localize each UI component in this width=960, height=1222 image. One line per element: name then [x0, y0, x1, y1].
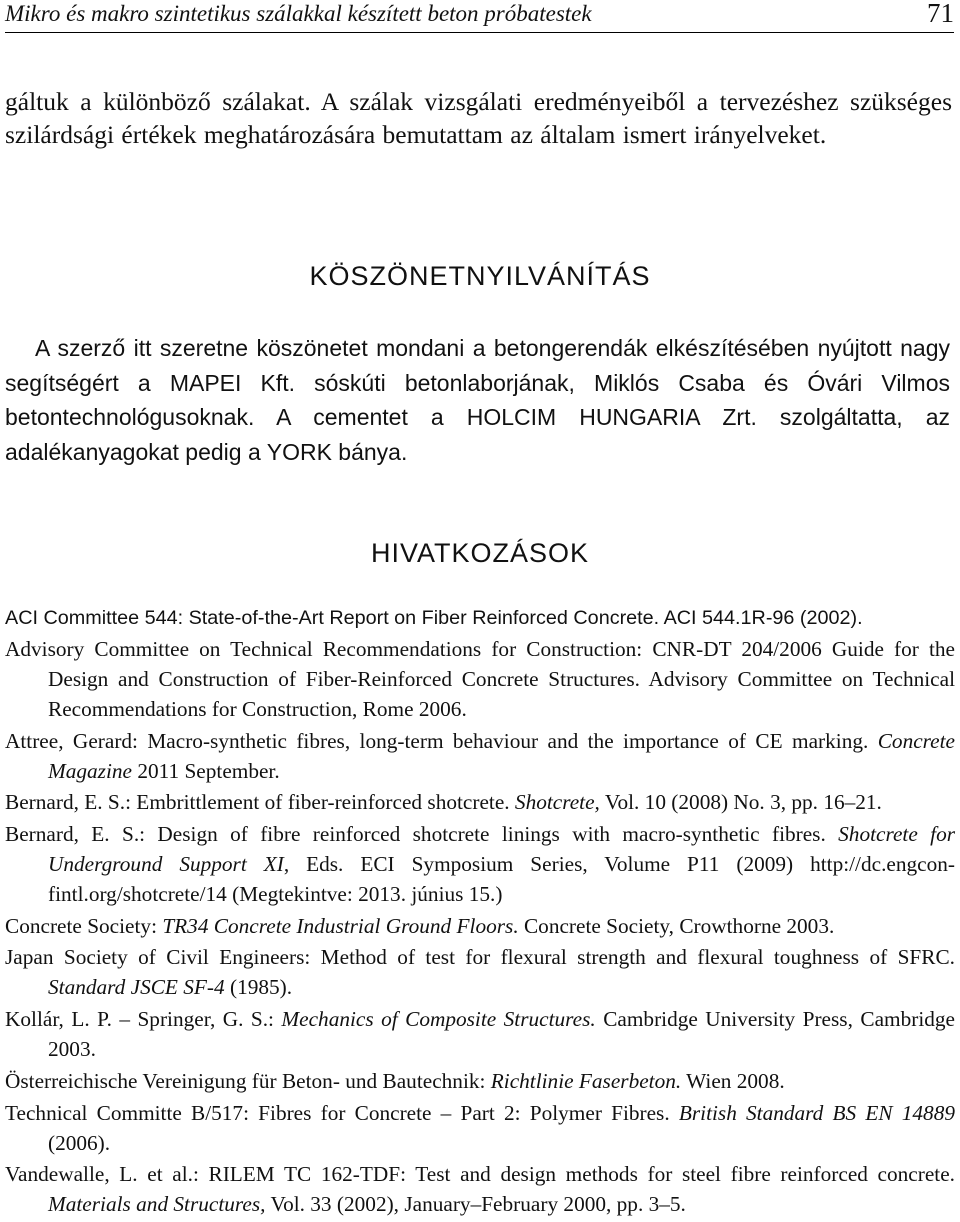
reference-text: Japan Society of Civil Engineers: Method of test for flexural strength and flexural toughness of SFRC. — [5, 945, 955, 970]
reference-source-italic: Mechanics of Composite Structures. — [281, 1007, 596, 1032]
reference-source-italic: Materials and Structures, — [48, 1192, 266, 1217]
running-header — [5, 0, 954, 33]
running-title: Mikro és makro szintetikus szálakkal készített beton próbatestek — [5, 1, 592, 26]
reference-item — [5, 787, 955, 817]
reference-item — [5, 726, 955, 786]
reference-text: Advisory Committee on Technical Recommendations for Construction: CNR-DT 204/2006 Guide for the Design and Construction of Fiber-Reinforced Concrete Structures. Advisory Committee on Technical Recommendations for Construction, Rome 2006. — [5, 637, 955, 721]
reference-item — [5, 634, 955, 724]
reference-text: Bernard, E. S.: Design of fibre reinforced shotcrete linings with macro-synthetic fibres. — [5, 822, 839, 847]
reference-source-italic: British Standard BS EN 14889 — [678, 1100, 955, 1125]
reference-text: (2006). — [48, 1130, 111, 1155]
reference-item — [5, 819, 955, 909]
reference-item — [5, 942, 955, 1002]
reference-source-italic: Shotcrete for Underground Support XI — [48, 822, 956, 877]
reference-item — [5, 1004, 955, 1064]
reference-text: Technical Committe B/517: Fibres for Concrete – Part 2: Polymer Fibres. — [5, 1100, 679, 1125]
reference-source-italic: Concrete Magazine — [48, 728, 955, 783]
acknowledgement-paragraph: A szerző itt szeretne köszönetet mondani a betongerendák elkészítésében nyújtott nagy segítségért a MAPEI Kft. sóskúti betonlaborjának, Miklós Csaba és Óvári Vilmos betontechnológusoknak. A cementet a HOLCIM HUNGARIA Zrt. szolgáltatta, az adalékanyagokat pedig a YORK bánya. — [5, 335, 950, 465]
intro-paragraph: gáltuk a különböző szálakat. A szálak vizsgálati eredményeiből a tervezéshez szükséges szilárdsági értékek meghatározására bemutattam az általam ismert irányelveket. — [5, 87, 952, 149]
reference-text: Österreichische Vereinigung für Beton- und Bautechnik: — [5, 1068, 491, 1093]
reference-text: ACI Committee 544: State-of-the-Art Report on Fiber Reinforced Concrete. ACI 544.1R-96 (2002). — [5, 607, 863, 629]
reference-text: Concrete Society: — [5, 913, 163, 938]
reference-text: Vandewalle, L. et al.: RILEM TC 162-TDF: Test and design methods for steel fibre reinforced concrete. — [5, 1162, 955, 1187]
reference-item — [5, 604, 955, 632]
reference-text: Vol. 33 (2002), January–February 2000, pp. 3–5. — [265, 1192, 686, 1217]
acknowledgement-heading: KÖSZÖNETNYILVÁNÍTÁS — [309, 261, 651, 291]
reference-text: 2011 September. — [132, 758, 280, 783]
reference-text: Kollár, L. P. – Springer, G. S.: — [5, 1007, 282, 1032]
reference-text: Wien 2008. — [681, 1068, 785, 1093]
reference-item — [5, 1098, 955, 1158]
reference-text: Cambridge University Press, Cambridge 2003. — [48, 1007, 955, 1062]
reference-source-italic: Standard JSCE SF-4 — [48, 975, 225, 1000]
reference-source-italic: Richtlinie Faserbeton. — [490, 1068, 682, 1093]
reference-item — [5, 911, 955, 941]
reference-list — [5, 604, 955, 1221]
page-number: 71 — [927, 0, 954, 28]
reference-text: Attree, Gerard: Macro-synthetic fibres, long-term behaviour and the importance of CE marking. — [5, 728, 878, 753]
reference-text: Bernard, E. S.: Embrittlement of fiber-reinforced shotcrete. — [5, 790, 515, 815]
reference-source-italic: Shotcrete, — [514, 790, 600, 815]
reference-item — [5, 1159, 955, 1219]
reference-source-italic: TR34 Concrete Industrial Ground Floors. — [162, 913, 519, 938]
reference-text: (1985). — [224, 975, 293, 1000]
reference-item — [5, 1066, 955, 1096]
reference-text: , Eds. ECI Symposium Series, Volume P11 (2009) http://dc.engconfintl.org/shotcrete/14 (Megtekintve: 2013. június 15.) — [48, 852, 955, 907]
references-heading: HIVATKOZÁSOK — [370, 538, 590, 568]
reference-text: Concrete Society, Crowthorne 2003. — [518, 913, 835, 938]
reference-text: Vol. 10 (2008) No. 3, pp. 16–21. — [599, 790, 882, 815]
